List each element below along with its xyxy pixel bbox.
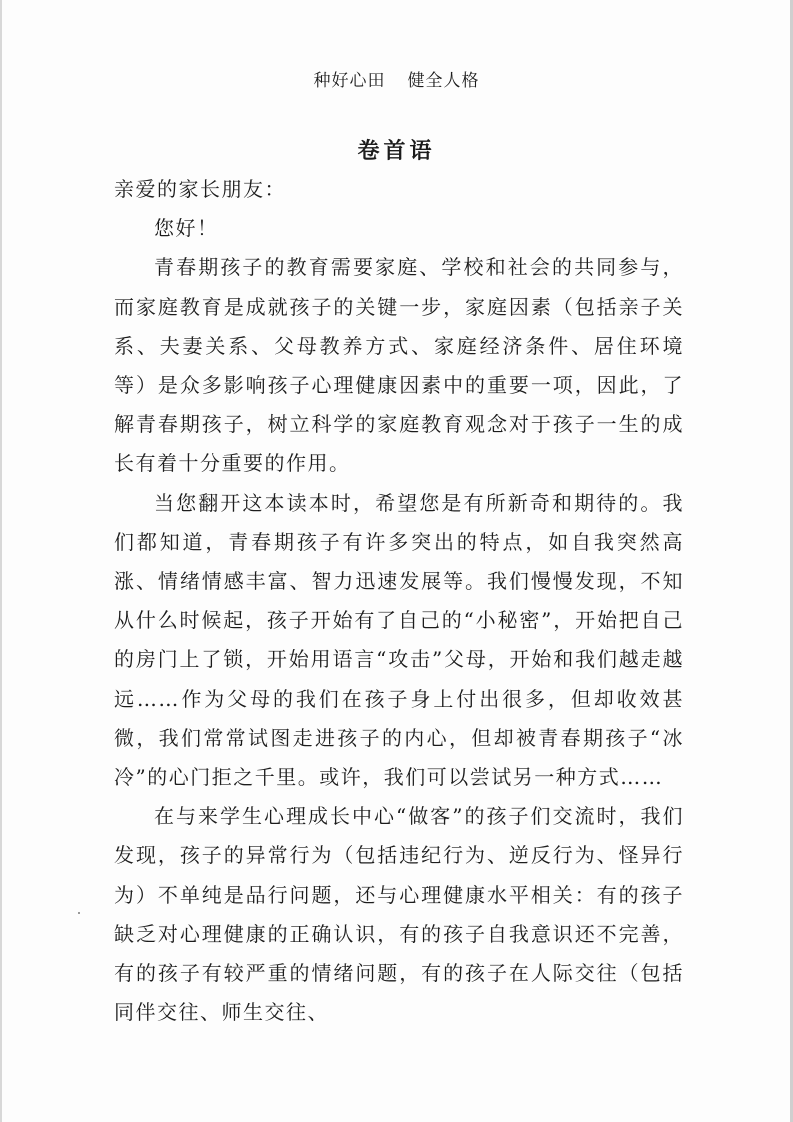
scan-speck xyxy=(78,912,80,914)
header-right-text: 健全人格 xyxy=(407,71,480,91)
page-title: 卷首语 xyxy=(357,139,436,164)
greeting: 您好！ xyxy=(154,216,219,241)
running-header xyxy=(0,66,793,91)
scan-edge-left xyxy=(0,0,2,1122)
paragraph-3: 在与来学生心理成长中心“做客”的孩子们交流时，我们发现，孩子的异常行为（包括违纪行为、逆反行为、怪异行为）不单纯是品行问题，还与心理健康水平相关：有的孩子缺乏对心理健康的正确认识，有的孩子自我意识还不完善，有的孩子有较严重的情绪问题，有的孩子在人际交往（包括同伴交往、师生交往、 xyxy=(114,804,684,1025)
header-left-text: 种好心田 xyxy=(313,71,386,91)
salutation: 亲爱的家长朋友： xyxy=(114,177,286,201)
paragraph-1: 青春期孩子的教育需要家庭、学校和社会的共同参与，而家庭教育是成就孩子的关键一步，家庭因素（包括亲子关系、夫妻关系、父母教养方式、家庭经济条件、居住环境等）是众多影响孩子心理健康因素中的重要一项，因此，了解青春期孩子，树立科学的家庭教育观念对于孩子一生的成长有着十分重要的作用。 xyxy=(114,255,684,476)
paragraph-2: 当您翻开这本读本时，希望您是有所新奇和期待的。我们都知道，青春期孩子有许多突出的特点，如自我突然高涨、情绪情感丰富、智力迅速发展等。我们慢慢发现，不知从什么时候起，孩子开始有了自己的“小秘密”，开始把自己的房门上了锁，开始用语言“攻击”父母，开始和我们越走越远……作为父母的我们在孩子身上付出很多，但却收效甚微，我们常常试图走进孩子的内心，但却被青春期孩子“冰冷”的心门拒之千里。或许，我们可以尝试另一种方式…… xyxy=(114,490,684,790)
body-text xyxy=(114,170,684,1032)
